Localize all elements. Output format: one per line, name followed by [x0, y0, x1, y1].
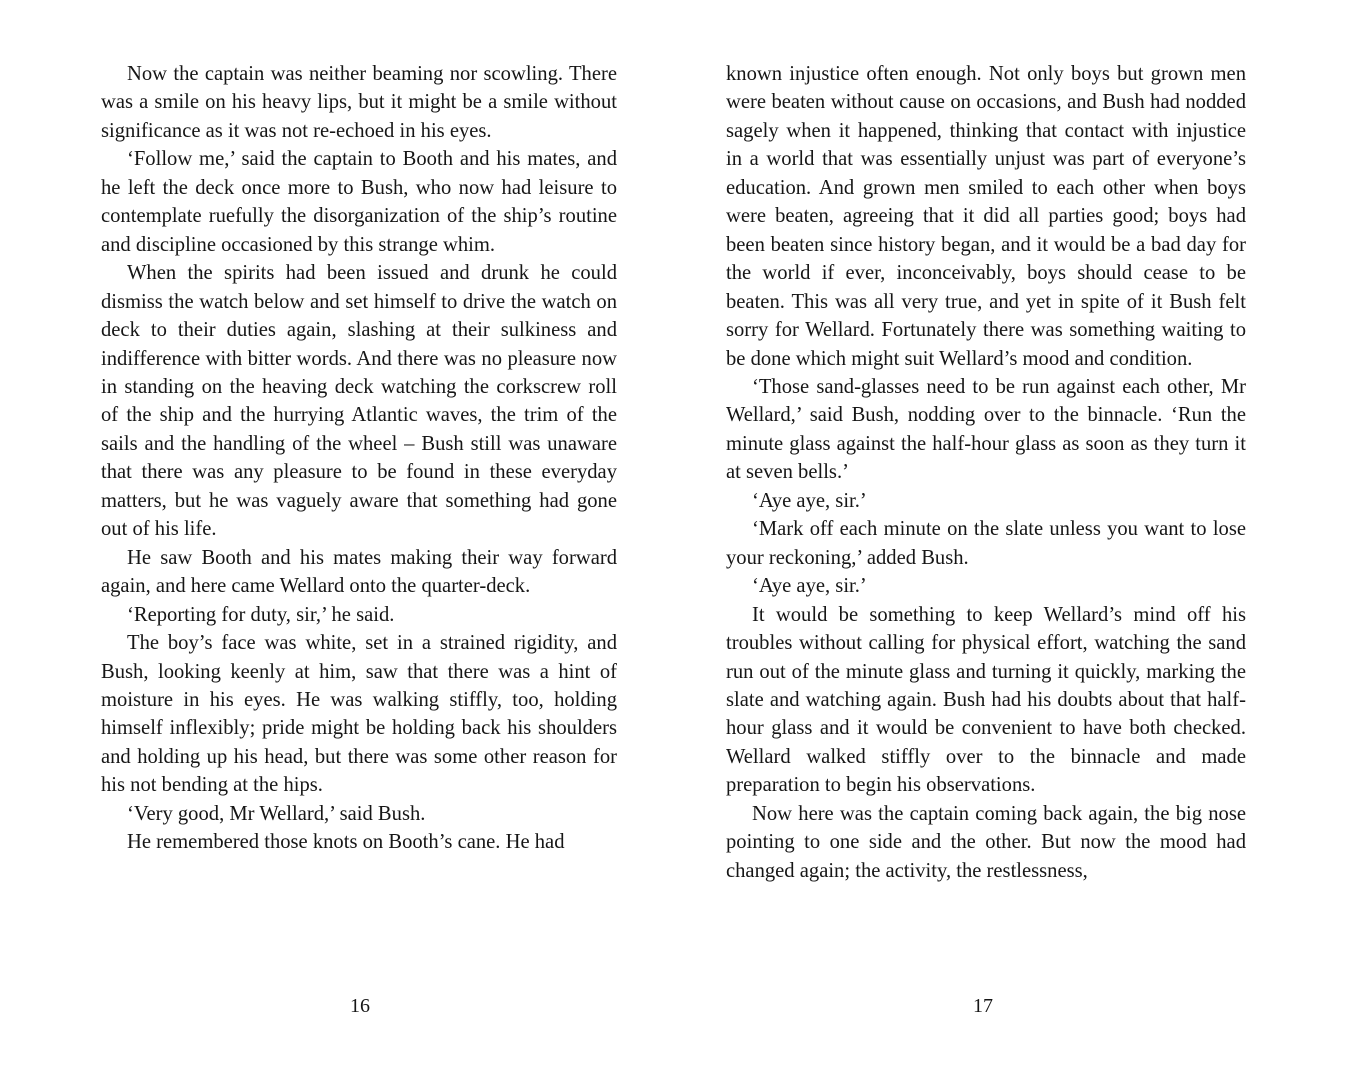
paragraph: The boy’s face was white, set in a strained rigidity, and Bush, looking keenly at him, saw that there was a hint of moisture in his eyes. He was walking stiffly, too, holding himself inflexibly; pride might be holding back his shoulders and holding up his head, but there was some other reason for his not bending at the hips. — [101, 632, 617, 797]
paragraph: ‘Mark off each minute on the slate unless you want to lose your reckoning,’ added Bush. — [726, 518, 1246, 569]
paragraph: He saw Booth and his mates making their way forward again, and here came Wellard onto the quarter-deck. — [101, 546, 617, 598]
paragraph-continued: known injustice often enough. Not only boys but grown men were beaten without cause on occasions, and Bush had nodded sagely when it happened, thinking that contact with injustice in a world that was essentially unjust was part of everyone’s education. And grown men smiled to each other when boys were beaten, agreeing that it did all parties good; boys had been beaten since history began, and it would be a bad day for the world if ever, inconceivably, boys should cease to be beaten. This was all very true, and yet in spite of it Bush felt sorry for Wellard. Fortunately there was something waiting to be done which might suit Wellard’s mood and condition. — [726, 63, 1246, 370]
paragraph: Now the captain was neither beaming nor scowling. There was a smile on his heavy lips, but it might be a smile without significance as it was not re-echoed in his eyes. — [101, 63, 617, 142]
right-page-number: 17 — [973, 995, 993, 1017]
paragraph: ‘Those sand-glasses need to be run against each other, Mr Wellard,’ said Bush, nodding over to the binnacle. ‘Run the minute glass against the half-hour glass as soon as they turn it at seven bells.’ — [726, 375, 1246, 484]
paragraph: He remembered those knots on Booth’s cane. He had — [127, 831, 565, 854]
paragraph: ‘Aye aye, sir.’ — [752, 489, 867, 512]
paragraph: ‘Follow me,’ said the captain to Booth and his mates, and he left the deck once more to Bush, who now had leisure to contemplate ruefully the disorganization of the ship’s routine and discipline occasioned by this strange whim. — [101, 148, 617, 256]
right-page-text — [726, 60, 1246, 885]
left-page-text — [101, 60, 617, 857]
paragraph: Now here was the captain coming back again, the big nose pointing to one side and the other. But now the mood had changed again; the activity, the restlessness, — [726, 802, 1246, 882]
paragraph: ‘Very good, Mr Wellard,’ said Bush. — [127, 802, 426, 825]
paragraph: ‘Reporting for duty, sir,’ he said. — [127, 603, 395, 626]
left-page-number: 16 — [350, 995, 370, 1017]
paragraph: When the spirits had been issued and drunk he could dismiss the watch below and set himself to drive the watch on deck to their duties again, slashing at their sulkiness and indifference with bitter words. And there was no pleasure now in standing on the heaving deck watching the corkscrew roll of the ship and the hurrying Atlantic waves, the trim of the sails and the handling of the wheel – Bush still was unaware that there was any pleasure to be found in these everyday matters, but he was vaguely aware that something had gone out of his life. — [101, 262, 617, 541]
paragraph: ‘Aye aye, sir.’ — [752, 575, 867, 598]
paragraph: It would be something to keep Wellard’s mind off his troubles without calling for physical effort, watching the sand run out of the minute glass and turning it quickly, marking the slate and watching again. Bush had his doubts about that half-hour glass and it would be convenient to have both checked. Wellard walked stiffly over to the binnacle and made preparation to begin his observations. — [726, 603, 1246, 797]
